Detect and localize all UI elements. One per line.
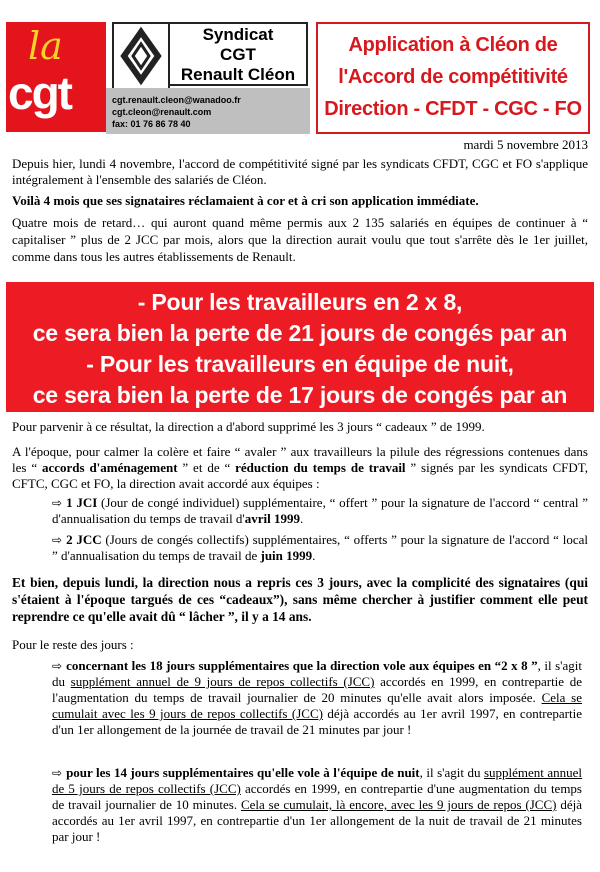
contact-email[interactable]: cgt.cleon@renault.com xyxy=(112,107,212,117)
text-run-bold: avril 1999 xyxy=(244,511,301,526)
contact-fax: fax: 01 76 86 78 40 xyxy=(112,119,191,129)
section2-paragraph-3: Et bien, depuis lundi, la direction nous a repris ces 3 jours, avec la complicité des signataires (qui s'étaient à l'époque targués de ces “cadeaux”), sans même chercher à justifier comment elle peut reprendre ce qu'elle avait dû “ lâcher ”, il y a 14 ans. xyxy=(12,575,588,624)
text-run: , il s'agit du xyxy=(419,765,484,780)
text-run: , il s'agit du xyxy=(52,658,583,689)
text-run: . xyxy=(312,548,316,563)
publication-date: mardi 5 novembre 2013 xyxy=(463,137,588,152)
cgt-logo-la: la xyxy=(28,24,63,68)
text-run-bold: concernant les 18 jours supplémentaires que la direction vole aux équipes en “2 x 8 ” xyxy=(66,658,538,673)
text-run-underlined: Cela se cumulait, là encore, avec les 9 jours de repos (JCC) xyxy=(240,797,557,812)
union-name-line: CGT xyxy=(220,45,256,64)
cgt-logo-word: cgt xyxy=(8,67,71,119)
section2-paragraph-2 xyxy=(12,444,588,492)
text-run-underlined: Cela se cumulait avec les 9 jours de repos collectifs (JCC) xyxy=(52,690,582,721)
text-run-bold: pour les 14 jours supplémentaires qu'elle vole à l'équipe de nuit xyxy=(66,765,420,780)
union-name xyxy=(168,22,308,86)
title-line: Application à Cléon de xyxy=(348,34,558,56)
arrow-right-icon: ⇨ xyxy=(52,496,63,510)
cgt-logo xyxy=(6,22,106,132)
renault-logo-icon xyxy=(112,22,170,90)
arrow-right-icon: ⇨ xyxy=(52,533,63,547)
contact-box xyxy=(106,88,310,134)
title-line: Direction - CFDT - CGC - FO xyxy=(324,98,582,120)
text-run-bold: 1 JCI xyxy=(66,495,98,510)
text-run-bold: accords d'aménagement xyxy=(41,460,178,475)
leaflet-title xyxy=(316,22,590,134)
text-run: ” et de “ xyxy=(177,460,236,475)
intro-paragraph-3: Quatre mois de retard… qui auront quand même permis aux 2 135 salariés en équipes de continuer à “ capitaliser ” plus de 2 JCC par mois, alors que la direction aurait voulu que tout s'arrête dès le 1er juillet, comme dans tous les autres établissements de Renault. xyxy=(12,215,588,264)
text-run-bold: juin 1999 xyxy=(260,548,313,563)
text-run-bold: réduction du temps de travail xyxy=(235,460,406,475)
banner-line: ce sera bien la perte de 17 jours de congés par an xyxy=(32,382,568,408)
banner-line: - Pour les travailleurs en 2 x 8, xyxy=(137,289,463,315)
banner-line: - Pour les travailleurs en équipe de nuit, xyxy=(86,351,514,377)
intro-paragraph-1: Depuis hier, lundi 4 novembre, l'accord de compétitivité signé par les syndicats CFDT, CGC et FO s'applique intégralement à l'ensemble des salariés de Cléon. xyxy=(12,156,588,187)
arrow-right-icon: ⇨ xyxy=(52,659,63,673)
section3-bullet-1 xyxy=(52,658,582,738)
text-run-bold: 2 JCC xyxy=(66,532,102,547)
intro-paragraph-2: Voilà 4 mois que ses signataires réclamaient à cor et à cri son application immédiate. xyxy=(12,193,479,208)
section3-bullet-2 xyxy=(52,765,582,845)
text-run: déjà accordés au 1er avril 1997, en contrepartie d'un 1er allongement de la journée de travail de 21 minutes par jour ! xyxy=(52,706,582,737)
union-name-line: Renault Cléon xyxy=(180,65,296,84)
text-run-underlined: supplément annuel de 9 jours de repos collectifs (JCC) xyxy=(70,674,375,689)
section2-bullet-1 xyxy=(52,495,588,527)
text-run: ” signés par les syndicats CFDT, CFTC, CGC et FO, la direction avait accordé aux équipes : xyxy=(12,460,588,491)
text-run: déjà accordés au 1er avril 1997, en contrepartie d'un 1er allongement de la nuit de travail de 21 minutes par jour ! xyxy=(52,797,582,844)
text-run: accordés en 1999, en contrepartie de l'augmentation du temps de travail journalier de 20 minutes qu'elle avait alors imposée. xyxy=(52,674,582,705)
title-line: l'Accord de compétitivité xyxy=(338,66,568,88)
union-name-line: Syndicat xyxy=(202,25,274,44)
arrow-right-icon: ⇨ xyxy=(52,766,63,780)
section2-bullet-2 xyxy=(52,532,588,564)
text-run: (Jour de congé individuel) supplémentaire, “ offert ” pour la signature de l'accord “ central ” d'annualisation du temps de travail d' xyxy=(52,495,589,526)
banner-line: ce sera bien la perte de 21 jours de congés par an xyxy=(32,320,568,346)
text-run: (Jours de congés collectifs) supplémentaires, “ offerts ” pour la signature de l'accord “ local ” d'annualisation du temps de travail de xyxy=(52,532,588,563)
loss-banner xyxy=(6,282,594,412)
section2-paragraph-1: Pour parvenir à ce résultat, la direction a d'abord supprimé les 3 jours “ cadeaux ” de 1999. xyxy=(12,419,485,434)
text-run: accordés en 1999, en contrepartie d'une augmentation du temps de travail journalier de 10 minutes. xyxy=(52,781,582,812)
text-run: . xyxy=(300,511,304,526)
contact-email[interactable]: cgt.renault.cleon@wanadoo.fr xyxy=(112,95,241,105)
section3-intro: Pour le reste des jours : xyxy=(12,637,134,652)
text-run-underlined: supplément annuel de 5 jours de repos collectifs (JCC) xyxy=(52,765,583,796)
text-run: A l'époque, pour calmer la colère et faire “ avaler ” aux travailleurs la pilule des régressions contenues dans les “ xyxy=(12,444,588,475)
